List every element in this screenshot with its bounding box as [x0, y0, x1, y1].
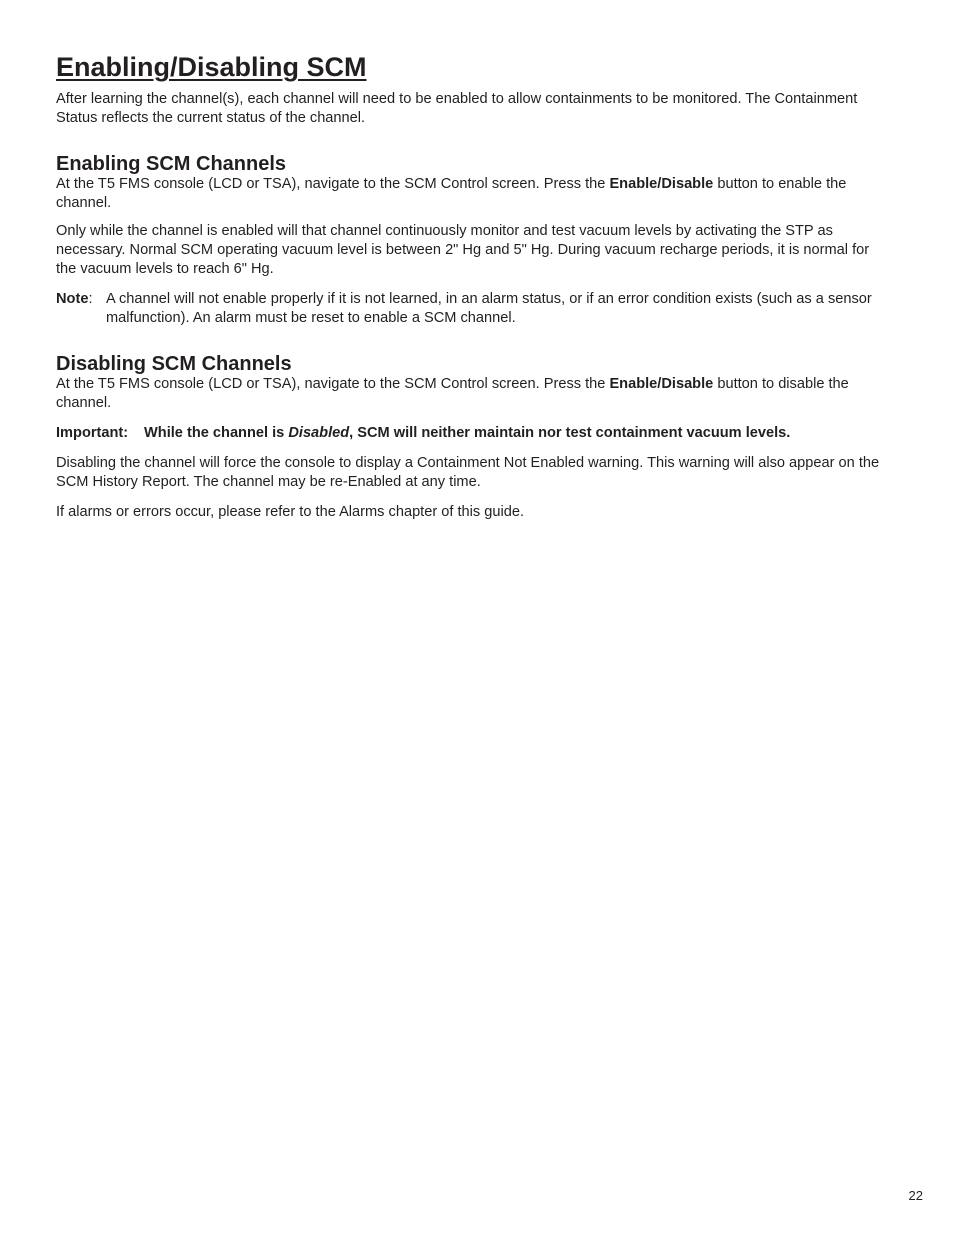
enabling-heading: Enabling SCM Channels: [56, 153, 287, 175]
note-label-colon: :: [88, 291, 93, 307]
enabling-p1-text-end: button to enable the channel.: [56, 176, 847, 211]
disabling-paragraph-3: If alarms or errors occur, please refer to the Alarms chapter of this guide.: [56, 504, 525, 520]
important-italic-term: Disabled: [288, 425, 350, 441]
disabling-heading: Disabling SCM Channels: [56, 353, 292, 375]
page-title: Enabling/Disabling SCM: [56, 52, 367, 82]
disabling-p1-text-start: At the T5 FMS console (LCD or TSA), navigate to the SCM Control screen. Press the: [56, 376, 610, 392]
enabling-p1-bold-term: Enable/Disable: [609, 176, 714, 192]
disabling-p1-text-end: button to disable the channel.: [56, 376, 849, 411]
intro-paragraph: After learning the channel(s), each channel will need to be enabled to allow containments to be monitored. The Containment Status reflects the current status of the channel.: [56, 91, 858, 126]
enabling-paragraph-1: [56, 175, 892, 213]
important-notice: [56, 424, 892, 443]
disabling-paragraph-2: Disabling the channel will force the console to display a Containment Not Enabled warning. This warning will also appear on the SCM History Report. The channel may be re-Enabled at any time.: [56, 455, 880, 490]
disabling-paragraph-1: [56, 375, 892, 413]
note-block: [56, 290, 892, 328]
page-number: 22: [908, 1188, 923, 1203]
important-label: Important:: [56, 425, 129, 441]
enabling-p1-text-start: At the T5 FMS console (LCD or TSA), navigate to the SCM Control screen. Press the: [56, 176, 610, 192]
note-text: A channel will not enable properly if it is not learned, in an alarm status, or if an error condition exists (such as a sensor malfunction). An alarm must be reset to enable a SCM channel.: [106, 291, 872, 326]
important-text-start: While the channel is: [144, 425, 289, 441]
disabling-p1-bold-term: Enable/Disable: [609, 376, 714, 392]
note-label-text: Note: [56, 291, 89, 307]
important-text-end: , SCM will neither maintain nor test containment vacuum levels.: [349, 425, 791, 441]
document-page: [56, 50, 892, 522]
note-label: [56, 290, 106, 328]
enabling-paragraph-2: Only while the channel is enabled will that channel continuously monitor and test vacuum levels by activating the STP as necessary. Normal SCM operating vacuum level is between 2" Hg and 5" Hg. During vacuum recharge periods, it is normal for the vacuum levels to reach 6" Hg.: [56, 223, 870, 277]
